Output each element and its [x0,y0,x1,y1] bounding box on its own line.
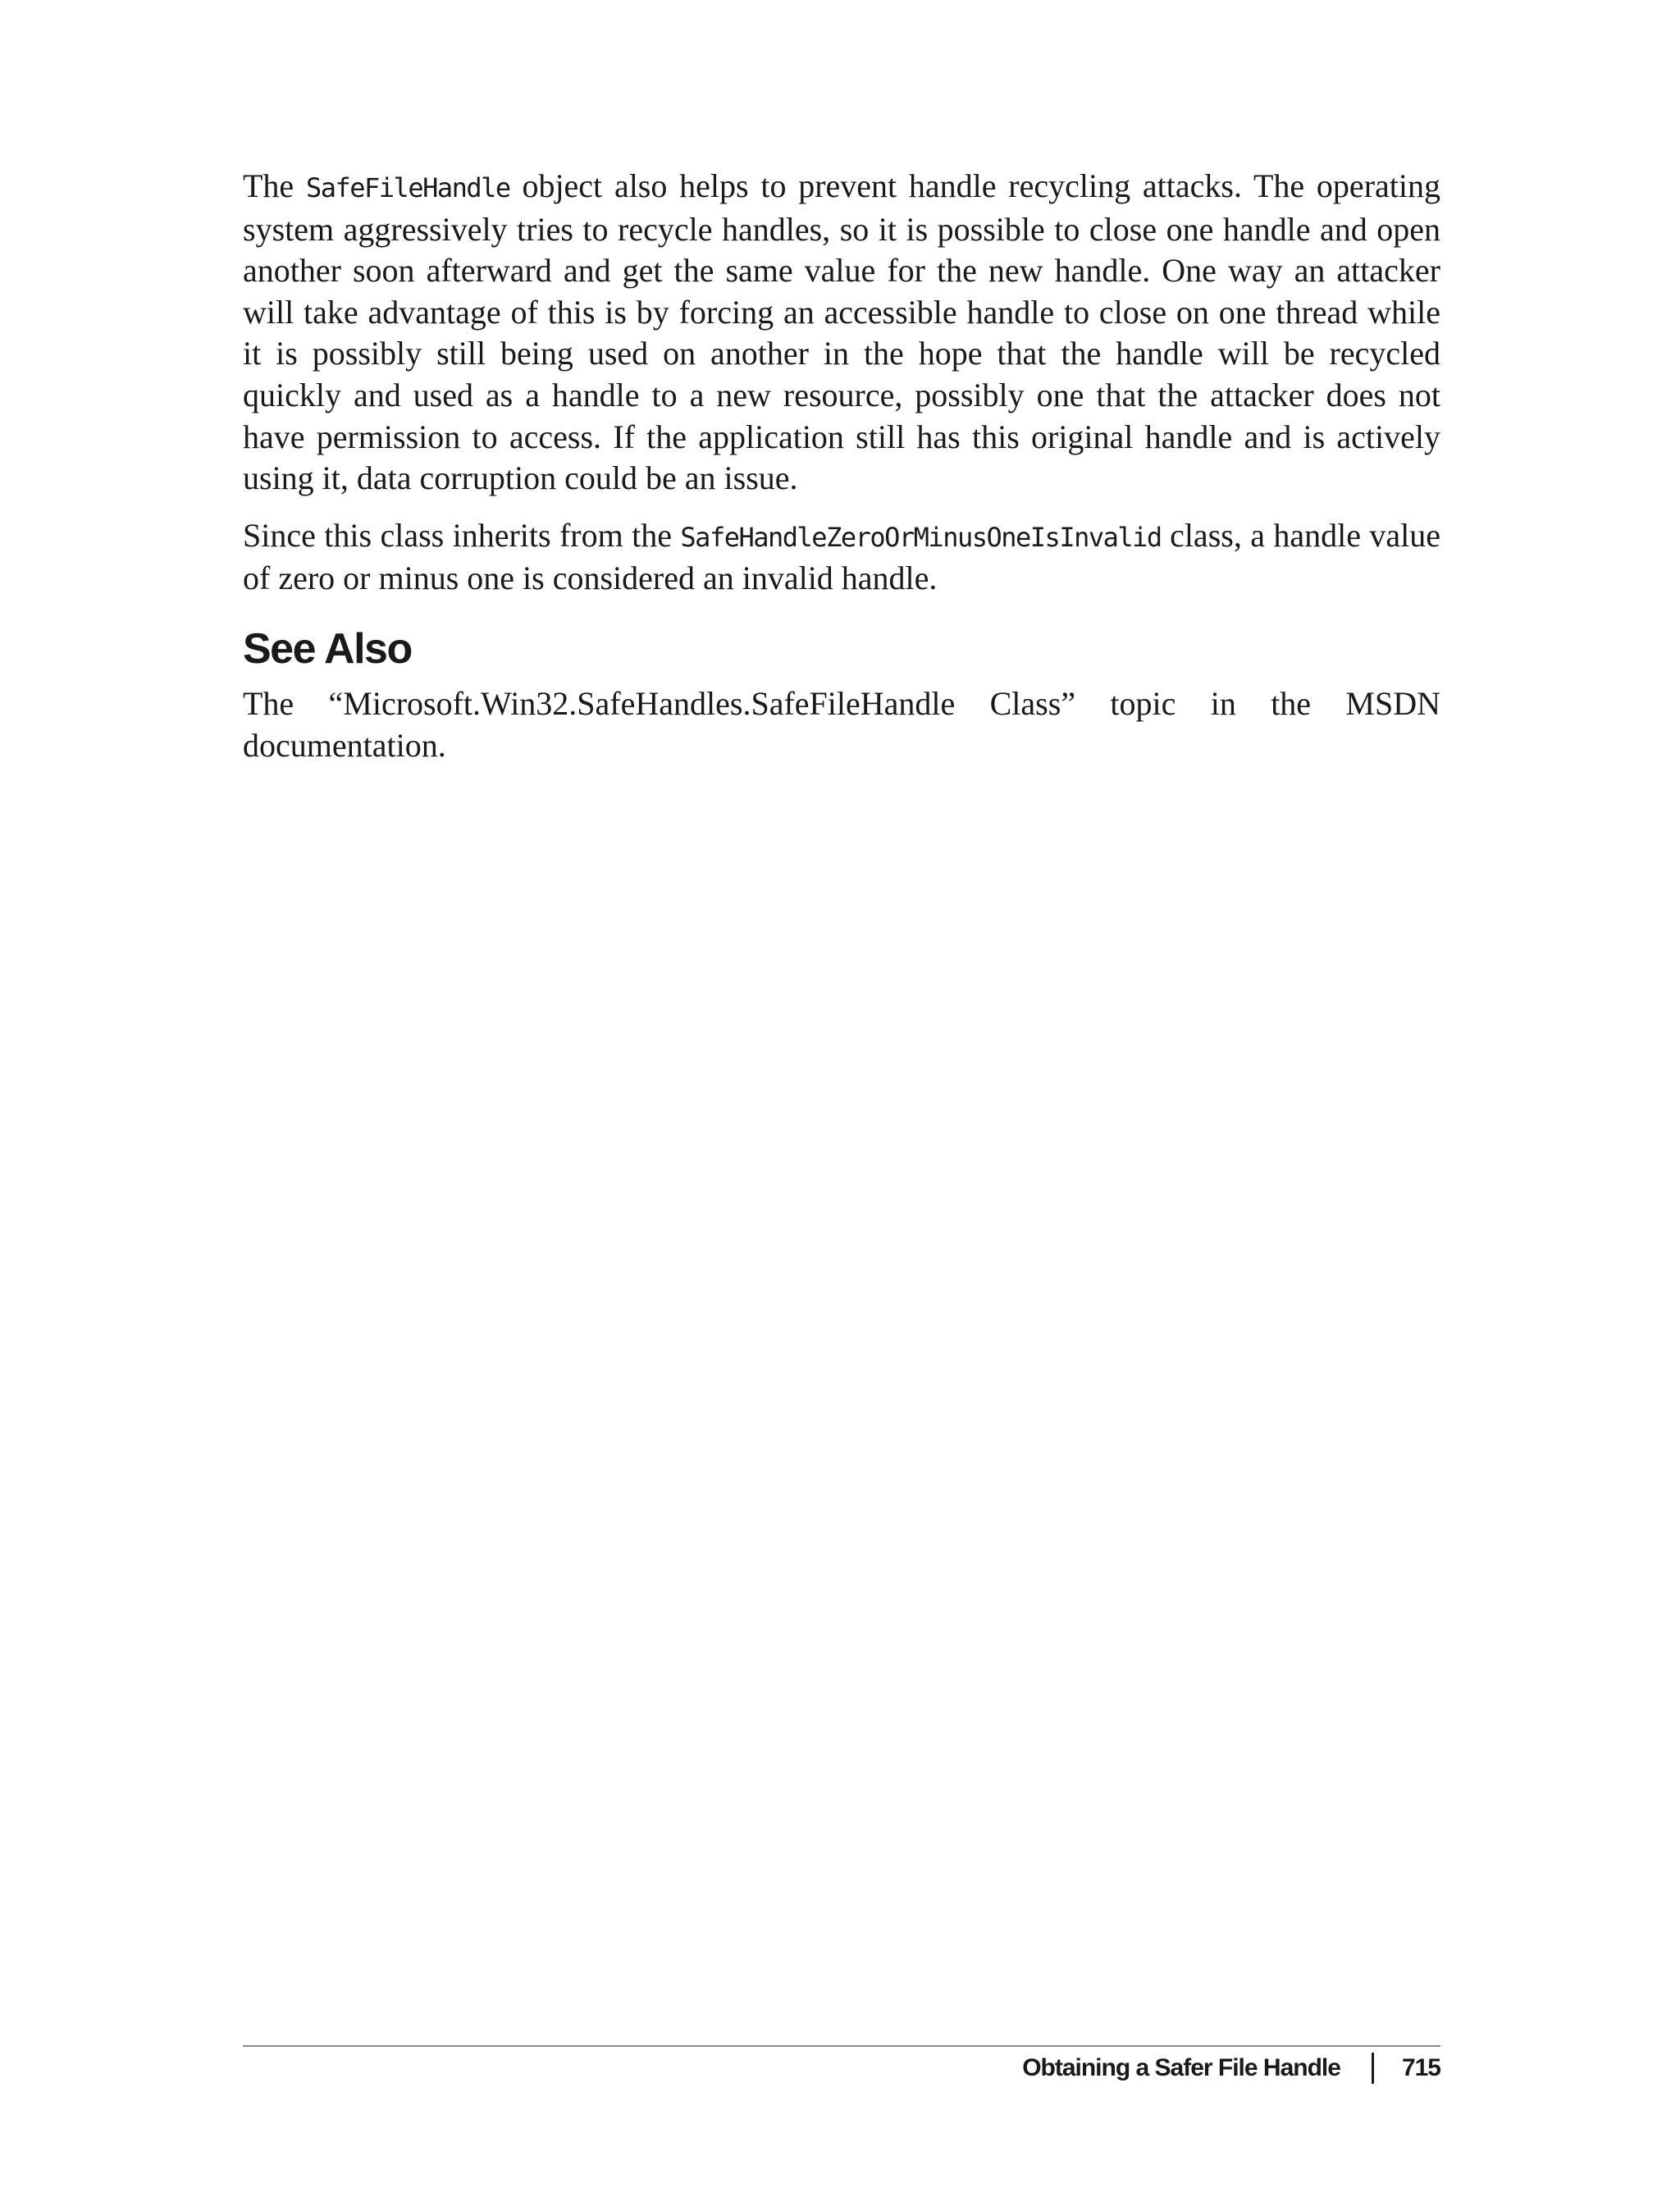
paragraph-inheritance [243,515,1440,600]
code-safefilehandle: SafeFileHandle [305,172,510,203]
paragraph-handle-recycling [243,166,1440,500]
code-safehandle-class: SafeHandleZeroOrMinusOneIsInvalid [680,521,1162,553]
footer-divider [243,2045,1440,2047]
para1-text-rest: object also helps to prevent handle recycling attacks. The operating system aggressively tries to recycle handles, so it is possible to close one handle and open another soon afterward and get the same value for the new handle. One way an attacker will take advantage of this is by forcing an accessible handle to close on one thread while it is possibly still being used on another in the hope that the handle will be recycled quickly and used as a handle to a new resource, possibly one that the attacker does not have permission to access. If the application still has this original handle and is actively using it, data corruption could be an issue. [243,167,1440,497]
para2-text-rest: class, a handle value of zero or minus one is considered an invalid handle. [243,516,1441,597]
see-also-text: The “Microsoft.Win32.SafeHandles.SafeFileHandle Class” topic in the MSDN documentation. [243,684,1440,764]
para1-text-start: The [243,167,306,204]
see-also-heading: See Also [243,624,412,673]
page-footer [1022,2053,1440,2084]
footer-separator [1372,2053,1374,2084]
page-number: 715 [1401,2054,1440,2081]
footer-section-title: Obtaining a Safer File Handle [1022,2054,1340,2081]
para2-text-start: Since this class inherits from the [243,516,681,554]
page-body [243,166,1440,782]
